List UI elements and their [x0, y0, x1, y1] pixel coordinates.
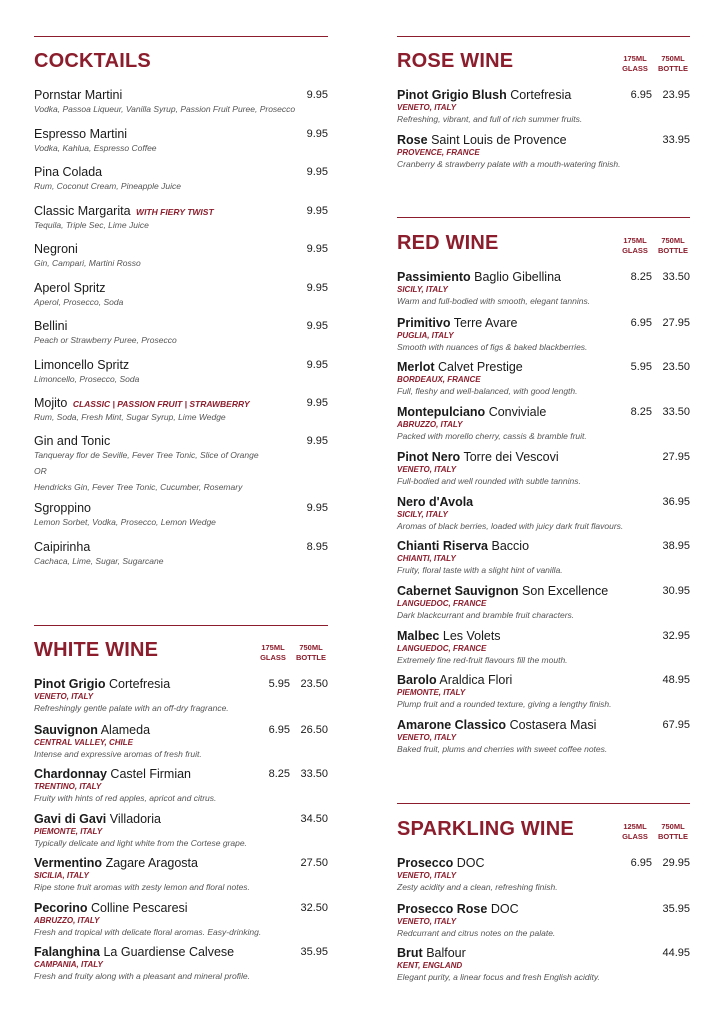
item-tag: WITH FIERY TWIST — [136, 207, 214, 217]
item-description: Rum, Soda, Fresh Mint, Sugar Syrup, Lime Wedge — [34, 412, 226, 422]
wine-region: KENT, ENGLAND — [397, 961, 463, 970]
item-description: Gin, Campari, Martini Rosso — [34, 258, 141, 268]
item-name — [34, 901, 328, 915]
wine-item — [397, 133, 690, 169]
wine-region: PUGLIA, ITALY — [397, 331, 454, 340]
wine-producer: La Guardiense Calvese — [103, 945, 235, 959]
wine-item — [397, 450, 690, 486]
item-description: Extremely fine red-fruit flavours fill the mouth. — [397, 655, 568, 665]
section-title: ROSE WINE — [397, 50, 514, 72]
item-description: Aperol, Prosecco, Soda — [34, 297, 124, 307]
section-divider — [34, 625, 328, 626]
wine-region: TRENTINO, ITALY — [34, 782, 102, 791]
item-description: Vodka, Passoa Liqueur, Vanilla Syrup, Passion Fruit Puree, Prosecco — [34, 104, 296, 114]
wine-item — [34, 901, 328, 937]
wine-region: ABRUZZO, ITALY — [397, 420, 463, 429]
item-or-separator: OR — [34, 466, 47, 476]
item-name — [34, 856, 328, 870]
item-description: Tanqueray flor de Seville, Fever Tree Tonic, Slice of Orange — [34, 450, 259, 460]
section-divider — [397, 36, 690, 37]
wine-grape: Prosecco — [397, 856, 454, 870]
item-description: Elegant purity, a linear focus and fresh English acidity. — [397, 972, 600, 982]
item-description: Ripe stone fruit aromas with zesty lemon and floral notes. — [34, 882, 250, 892]
wine-grape: Amarone Classico — [397, 718, 507, 732]
item-description: Fruity, floral taste with a slight hint of vanilla. — [397, 565, 563, 575]
white-wine-section — [34, 625, 328, 1005]
section-title: WHITE WINE — [34, 639, 159, 661]
rose-wine-section — [397, 0, 690, 190]
wine-item — [397, 902, 690, 938]
bottle-label: BOTTLE — [658, 246, 688, 255]
wine-producer: Araldica Flori — [439, 673, 513, 687]
wine-grape: Passimiento — [397, 270, 471, 284]
wine-region: ABRUZZO, ITALY — [34, 916, 100, 925]
wine-producer: Balfour — [426, 946, 466, 960]
item-description: Refreshingly gentle palate with an off-dry fragrance. — [34, 703, 229, 713]
item-description: Full, fleshy and well-balanced, with good length. — [397, 386, 578, 396]
glass-price: 5.95 — [268, 678, 290, 690]
section-divider — [397, 803, 690, 804]
glass-price: 5.95 — [630, 361, 652, 373]
bottle-price: 33.50 — [300, 768, 328, 780]
item-description: Full-bodied and well rounded with subtle tannins. — [397, 476, 581, 486]
wine-item — [34, 945, 328, 981]
wine-region: VENETO, ITALY — [397, 465, 457, 474]
wine-region: CAMPANIA, ITALY — [34, 960, 103, 969]
wine-grape: Primitivo — [397, 316, 451, 330]
item-description: Typically delicate and light white from the Cortese grape. — [34, 838, 247, 848]
item-name: Gin and Tonic — [34, 434, 111, 448]
bottle-price: 33.50 — [662, 271, 690, 283]
item-name — [397, 450, 690, 464]
item-description: Smooth with nuances of figs & baked blackberries. — [397, 342, 588, 352]
red-wine-section — [397, 217, 690, 777]
item-name-text: Classic Margarita — [34, 204, 131, 218]
glass-price: 8.25 — [630, 271, 652, 283]
glass-column-header — [618, 54, 652, 74]
wine-grape: Chianti Riserva — [397, 539, 489, 553]
cocktail-item — [34, 358, 328, 384]
wine-item — [34, 856, 328, 892]
wine-grape: Gavi di Gavi — [34, 812, 107, 826]
item-description: Vodka, Kahlua, Espresso Coffee — [34, 143, 157, 153]
item-price: 9.95 — [306, 435, 328, 447]
bottle-price: 23.50 — [662, 361, 690, 373]
wine-region: LANGUEDOC, FRANCE — [397, 644, 487, 653]
item-name — [34, 945, 328, 959]
wine-producer: Les Volets — [442, 629, 501, 643]
cocktail-item — [34, 540, 328, 566]
bottle-size: 750ML — [661, 54, 685, 63]
bottle-column-header — [656, 236, 690, 256]
wine-producer: Saint Louis de Provence — [431, 133, 567, 147]
glass-column-header — [618, 236, 652, 256]
wine-grape: Montepulciano — [397, 405, 486, 419]
wine-item — [34, 723, 328, 759]
item-description: Intense and expressive aromas of fresh fruit. — [34, 749, 202, 759]
item-name: Espresso Martini — [34, 127, 128, 141]
item-name-text: Mojito — [34, 396, 68, 410]
item-description: Baked fruit, plums and cherries with sweet coffee notes. — [397, 744, 608, 754]
wine-item — [397, 718, 690, 754]
item-name: Limoncello Spritz — [34, 358, 130, 372]
item-description: Fresh and fruity along with a pleasant and mineral profile. — [34, 971, 250, 981]
wine-region: CENTRAL VALLEY, CHILE — [34, 738, 133, 747]
wine-producer: Castel Firmian — [110, 767, 191, 781]
wine-item — [397, 629, 690, 665]
bottle-price: 27.95 — [662, 451, 690, 463]
wine-grape: Pinot Nero — [397, 450, 461, 464]
item-price: 9.95 — [306, 359, 328, 371]
cocktail-item — [34, 127, 328, 153]
wine-grape: Rose — [397, 133, 428, 147]
bottle-price: 67.95 — [662, 719, 690, 731]
item-name — [397, 902, 690, 916]
wine-producer: Conviviale — [488, 405, 547, 419]
wine-item — [397, 584, 690, 620]
wine-region: SICILY, ITALY — [397, 285, 448, 294]
cocktail-item — [34, 204, 328, 230]
section-title: COCKTAILS — [34, 50, 151, 72]
wine-item — [397, 405, 690, 441]
cocktail-item — [34, 281, 328, 307]
wine-region: VENETO, ITALY — [397, 917, 457, 926]
item-price: 9.95 — [306, 282, 328, 294]
section-divider — [34, 36, 328, 37]
item-description: Redcurrant and citrus notes on the palate. — [397, 928, 556, 938]
wine-grape: Cabernet Sauvignon — [397, 584, 519, 598]
item-description: Fruity with hints of red apples, apricot and citrus. — [34, 793, 217, 803]
item-name: Caipirinha — [34, 540, 91, 554]
glass-price: 8.25 — [268, 768, 290, 780]
item-name: Negroni — [34, 242, 78, 256]
item-price: 9.95 — [306, 89, 328, 101]
bottle-price: 44.95 — [662, 947, 690, 959]
bottle-price: 48.95 — [662, 674, 690, 686]
wine-producer: Torre dei Vescovi — [463, 450, 559, 464]
item-description: Cachaca, Lime, Sugar, Sugarcane — [34, 556, 164, 566]
cocktail-item — [34, 501, 328, 527]
item-name — [397, 673, 690, 687]
bottle-column-header — [294, 643, 328, 663]
item-description: Rum, Coconut Cream, Pineapple Juice — [34, 181, 181, 191]
wine-item — [397, 946, 690, 982]
glass-label: GLASS — [622, 246, 648, 255]
item-description: Lemon Sorbet, Vodka, Prosecco, Lemon Wedge — [34, 517, 216, 527]
bottle-column-header — [656, 54, 690, 74]
wine-grape: Barolo — [397, 673, 437, 687]
item-price: 9.95 — [306, 205, 328, 217]
item-price: 9.95 — [306, 166, 328, 178]
item-price: 9.95 — [306, 320, 328, 332]
wine-item — [397, 316, 690, 352]
item-name — [34, 396, 328, 410]
wine-producer: Zagare Aragosta — [105, 856, 198, 870]
wine-region: PIEMONTE, ITALY — [397, 688, 466, 697]
wine-item — [397, 539, 690, 575]
section-divider — [397, 217, 690, 218]
bottle-price: 23.95 — [662, 89, 690, 101]
bottle-price: 34.50 — [300, 813, 328, 825]
item-price: 9.95 — [306, 128, 328, 140]
bottle-price: 38.95 — [662, 540, 690, 552]
bottle-price: 33.50 — [662, 406, 690, 418]
cocktail-item — [34, 165, 328, 191]
item-description: Warm and full-bodied with smooth, elegant tannins. — [397, 296, 591, 306]
glass-size: 175ML — [623, 236, 647, 245]
item-description: Zesty acidity and a clean, refreshing finish. — [397, 882, 558, 892]
cocktail-item — [34, 242, 328, 268]
item-name: Bellini — [34, 319, 68, 333]
wine-region: VENETO, ITALY — [397, 733, 457, 742]
wine-producer: Calvet Prestige — [437, 360, 523, 374]
item-description: Refreshing, vibrant, and full of rich summer fruits. — [397, 114, 583, 124]
wine-item — [397, 495, 690, 531]
glass-price: 6.95 — [630, 89, 652, 101]
wine-grape: Pecorino — [34, 901, 88, 915]
item-description: Cranberry & strawberry palate with a mouth-watering finish. — [397, 159, 621, 169]
bottle-price: 27.50 — [300, 857, 328, 869]
bottle-price: 32.95 — [662, 630, 690, 642]
bottle-label: BOTTLE — [658, 832, 688, 841]
bottle-price: 35.95 — [662, 903, 690, 915]
wine-producer: DOC — [490, 902, 519, 916]
item-name: Pina Colada — [34, 165, 103, 179]
wine-item — [34, 767, 328, 803]
wine-producer: Costasera Masi — [509, 718, 597, 732]
item-description: Fresh and tropical with delicate floral aromas. Easy-drinking. — [34, 927, 262, 937]
item-name — [34, 812, 328, 826]
wine-region: BORDEAUX, FRANCE — [397, 375, 481, 384]
bottle-price: 32.50 — [300, 902, 328, 914]
sparkling-wine-section — [397, 803, 690, 1003]
bottle-column-header — [656, 822, 690, 842]
wine-grape: Sauvignon — [34, 723, 98, 737]
cocktail-item — [34, 88, 328, 114]
wine-grape: Vermentino — [34, 856, 103, 870]
bottle-price: 29.95 — [662, 857, 690, 869]
item-name: Pornstar Martini — [34, 88, 123, 102]
item-name — [397, 946, 690, 960]
wine-region: PROVENCE, FRANCE — [397, 148, 480, 157]
wine-grape: Merlot — [397, 360, 435, 374]
wine-grape: Prosecco Rose — [397, 902, 488, 916]
wine-item — [397, 673, 690, 709]
wine-item — [397, 360, 690, 396]
item-price: 9.95 — [306, 243, 328, 255]
item-description: Tequila, Triple Sec, Lime Juice — [34, 220, 149, 230]
bottle-price: 35.95 — [300, 946, 328, 958]
wine-grape: Brut — [397, 946, 423, 960]
cocktails-section — [34, 0, 328, 580]
item-price: 9.95 — [306, 502, 328, 514]
section-title: SPARKLING WINE — [397, 818, 574, 840]
glass-price: 6.95 — [630, 857, 652, 869]
bottle-label: BOTTLE — [296, 653, 326, 662]
wine-grape: Chardonnay — [34, 767, 107, 781]
glass-price: 6.95 — [630, 317, 652, 329]
bottle-price: 27.95 — [662, 317, 690, 329]
bottle-label: BOTTLE — [658, 64, 688, 73]
glass-price: 6.95 — [268, 724, 290, 736]
wine-producer: Villadoria — [109, 812, 161, 826]
item-name — [397, 629, 690, 643]
item-description: Plump fruit and a rounded texture, giving a lengthy finish. — [397, 699, 612, 709]
wine-producer: Cortefresia — [510, 88, 572, 102]
wine-grape: Pinot Grigio Blush — [397, 88, 507, 102]
item-name — [397, 133, 690, 147]
wine-region: CHIANTI, ITALY — [397, 554, 456, 563]
wine-producer: Son Excellence — [522, 584, 609, 598]
glass-price: 8.25 — [630, 406, 652, 418]
bottle-price: 23.50 — [300, 678, 328, 690]
glass-column-header — [256, 643, 290, 663]
cocktail-item — [34, 396, 328, 422]
item-name — [397, 584, 690, 598]
glass-label: GLASS — [622, 64, 648, 73]
wine-producer: Alameda — [100, 723, 151, 737]
bottle-price: 36.95 — [662, 496, 690, 508]
item-name: Aperol Spritz — [34, 281, 106, 295]
wine-region: PIEMONTE, ITALY — [34, 827, 103, 836]
bottle-price: 33.95 — [662, 134, 690, 146]
bottle-price: 26.50 — [300, 724, 328, 736]
item-name — [397, 495, 690, 509]
wine-region: SICILIA, ITALY — [34, 871, 89, 880]
bottle-size: 750ML — [299, 643, 323, 652]
item-name — [397, 539, 690, 553]
wine-producer: Baccio — [491, 539, 530, 553]
wine-grape: Nero d'Avola — [397, 495, 474, 509]
wine-producer: Terre Avare — [453, 316, 518, 330]
glass-size: 175ML — [261, 643, 285, 652]
wine-grape: Pinot Grigio — [34, 677, 106, 691]
wine-producer: Colline Pescaresi — [90, 901, 188, 915]
item-name: Sgroppino — [34, 501, 91, 515]
cocktail-item — [34, 319, 328, 345]
wine-item — [34, 677, 328, 713]
glass-size: 175ML — [623, 54, 647, 63]
glass-label: GLASS — [260, 653, 286, 662]
item-description: Peach or Strawberry Puree, Prosecco — [34, 335, 177, 345]
item-name — [397, 718, 690, 732]
bottle-price: 30.95 — [662, 585, 690, 597]
wine-item — [34, 812, 328, 848]
item-tag: CLASSIC | PASSION FRUIT | STRAWBERRY — [72, 399, 250, 409]
wine-producer: Cortefresia — [109, 677, 171, 691]
item-name — [34, 204, 328, 218]
item-description: Aromas of black berries, loaded with juicy dark fruit flavours. — [397, 521, 624, 531]
wine-region: SICILY, ITALY — [397, 510, 448, 519]
section-title: RED WINE — [397, 232, 499, 254]
item-description: Dark blackcurrant and bramble fruit characters. — [397, 610, 575, 620]
glass-column-header — [618, 822, 652, 842]
item-price: 9.95 — [306, 397, 328, 409]
wine-item — [397, 856, 690, 892]
cocktail-item — [34, 434, 328, 492]
wine-region: LANGUEDOC, FRANCE — [397, 599, 487, 608]
wine-grape: Malbec — [397, 629, 440, 643]
wine-item — [397, 270, 690, 306]
glass-label: GLASS — [622, 832, 648, 841]
wine-region: VENETO, ITALY — [397, 103, 457, 112]
item-description: Limoncello, Prosecco, Soda — [34, 374, 140, 384]
wine-region: VENETO, ITALY — [397, 871, 457, 880]
item-price: 8.95 — [306, 541, 328, 553]
wine-grape: Falanghina — [34, 945, 100, 959]
wine-producer: Baglio Gibellina — [474, 270, 561, 284]
wine-region: VENETO, ITALY — [34, 692, 94, 701]
item-description: Packed with morello cherry, cassis & bramble fruit. — [397, 431, 587, 441]
glass-size: 125ML — [623, 822, 647, 831]
bottle-size: 750ML — [661, 236, 685, 245]
wine-producer: DOC — [456, 856, 485, 870]
bottle-size: 750ML — [661, 822, 685, 831]
wine-item — [397, 88, 690, 124]
item-description-alt: Hendricks Gin, Fever Tree Tonic, Cucumber, Rosemary — [34, 482, 243, 492]
